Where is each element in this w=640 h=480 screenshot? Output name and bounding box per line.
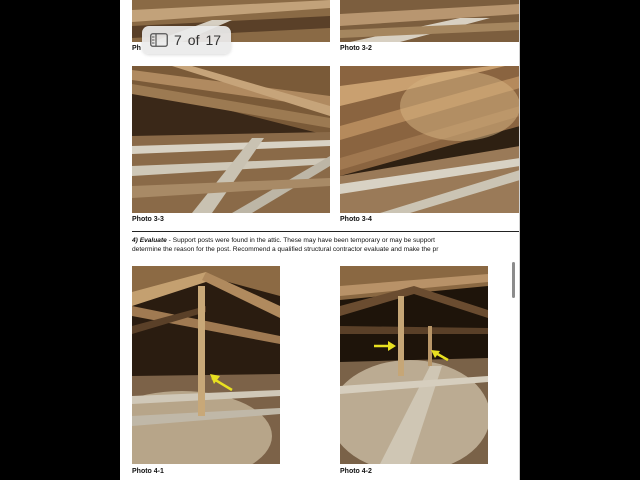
page-current: 7 xyxy=(174,32,182,48)
scrollbar-thumb[interactable] xyxy=(512,262,515,298)
section-line-1: - Support posts were found in the attic. These may have been temporary or may be support xyxy=(166,237,435,244)
photo-4-1-caption: Photo 4-1 xyxy=(132,468,164,475)
photo-3-2-partial xyxy=(340,0,520,42)
photo-4-2-caption: Photo 4-2 xyxy=(340,468,372,475)
photo-4-1 xyxy=(132,266,280,464)
photo-4-2 xyxy=(340,266,488,464)
page-total: 17 xyxy=(205,32,222,48)
document-page[interactable] xyxy=(120,0,520,480)
section-divider xyxy=(132,231,520,232)
page-indicator[interactable] xyxy=(142,26,231,54)
photo-3-4-caption: Photo 3-4 xyxy=(340,216,372,223)
photo-3-3-caption: Photo 3-3 xyxy=(132,216,164,223)
photo-3-4 xyxy=(340,66,520,213)
photo-3-2-caption: Photo 3-2 xyxy=(340,45,372,52)
section-evaluate-text xyxy=(132,236,520,254)
page-separator: of xyxy=(187,32,200,48)
photo-3-3 xyxy=(132,66,330,213)
section-line-2: determine the reason for the post. Recommend a qualified structural contractor evaluate and make the pr xyxy=(132,246,439,253)
thumbnails-icon xyxy=(150,33,168,47)
section-lead: 4) Evaluate xyxy=(132,237,167,244)
viewer-right-edge xyxy=(519,0,520,480)
photo-3-1-caption: Ph xyxy=(132,45,141,52)
